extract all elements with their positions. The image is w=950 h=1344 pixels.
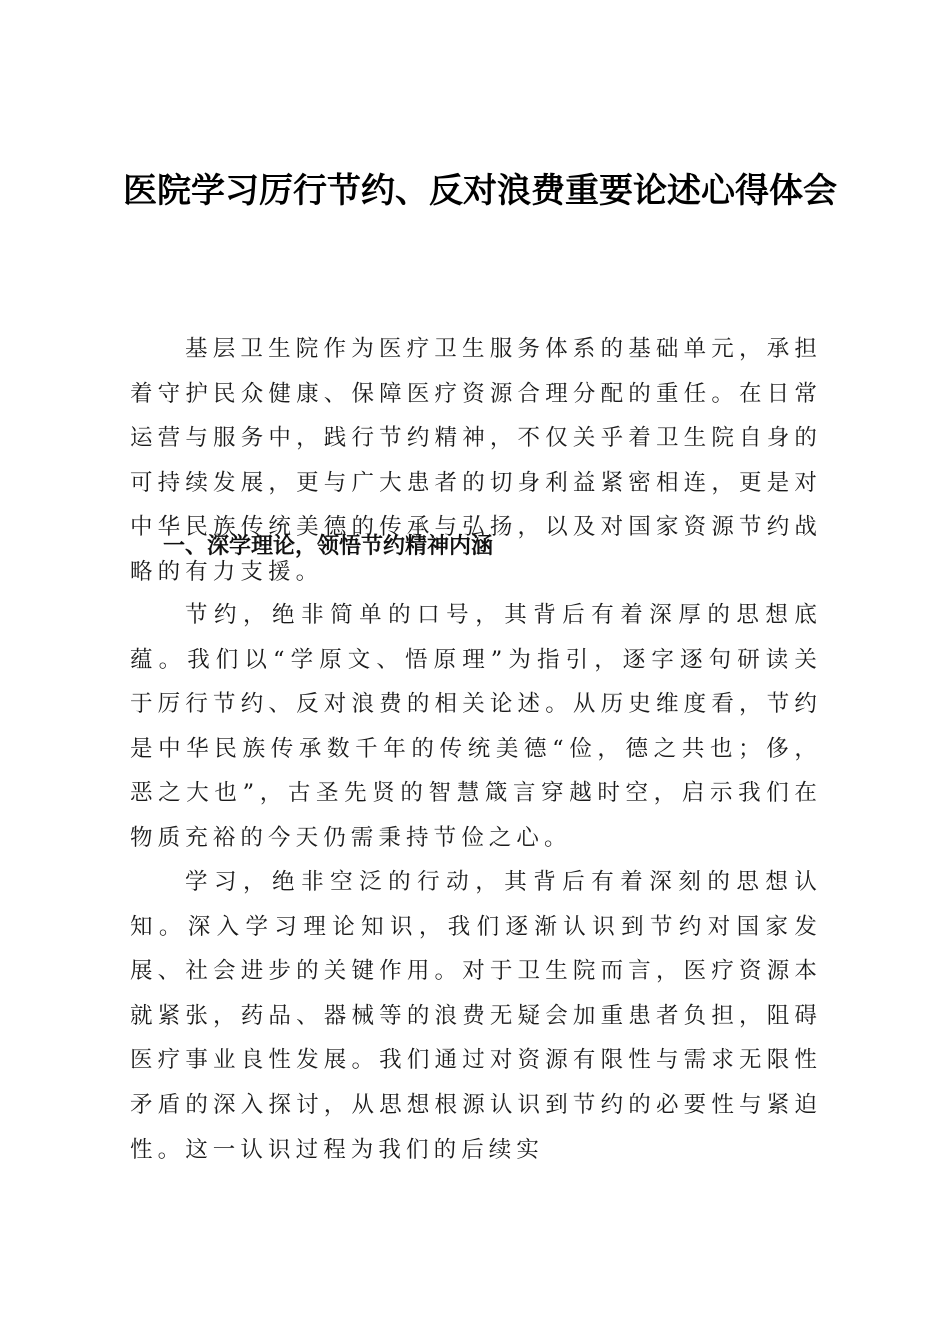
document-title: 医院学习厉行节约、反对浪费重要论述心得体会 <box>123 171 837 211</box>
section-heading-1: 一、深学理论，领悟节约精神内涵 <box>163 534 494 559</box>
intro-paragraph: 基层卫生院作为医疗卫生服务体系的基础单元，承担着守护民众健康、保障医疗资源合理分配的重任。在日常运营与服务中，践行节约精神，不仅关乎着卫生院自身的可持续发展，更与广大患者的切身利益紧密相连，更是对中华民族传统美德的传承与弘扬，以及对国家资源节约战略的有力支援。 <box>130 336 822 585</box>
section-1-paragraph-1: 节约，绝非简单的口号，其背后有着深厚的思想底蕴。我们以“学原文、悟原理”为指引，逐字逐句研读关于厉行节约、反对浪费的相关论述。从历史维度看，节约是中华民族传承数千年的传统美德“俭，德之共也；侈，恶之大也”，古圣先贤的智慧箴言穿越时空，启示我们在物质充裕的今天仍需秉持节俭之心。 <box>130 602 822 851</box>
section-1-paragraph-2: 学习，绝非空泛的行动，其背后有着深刻的思想认知。深入学习理论知识，我们逐渐认识到节约对国家发展、社会进步的关键作用。对于卫生院而言，医疗资源本就紧张，药品、器械等的浪费无疑会加重患者负担，阻碍医疗事业良性发展。我们通过对资源有限性与需求无限性矛盾的深入探讨，从思想根源认识到节约的必要性与紧迫性。这一认识过程为我们的后续实 <box>130 869 822 1163</box>
